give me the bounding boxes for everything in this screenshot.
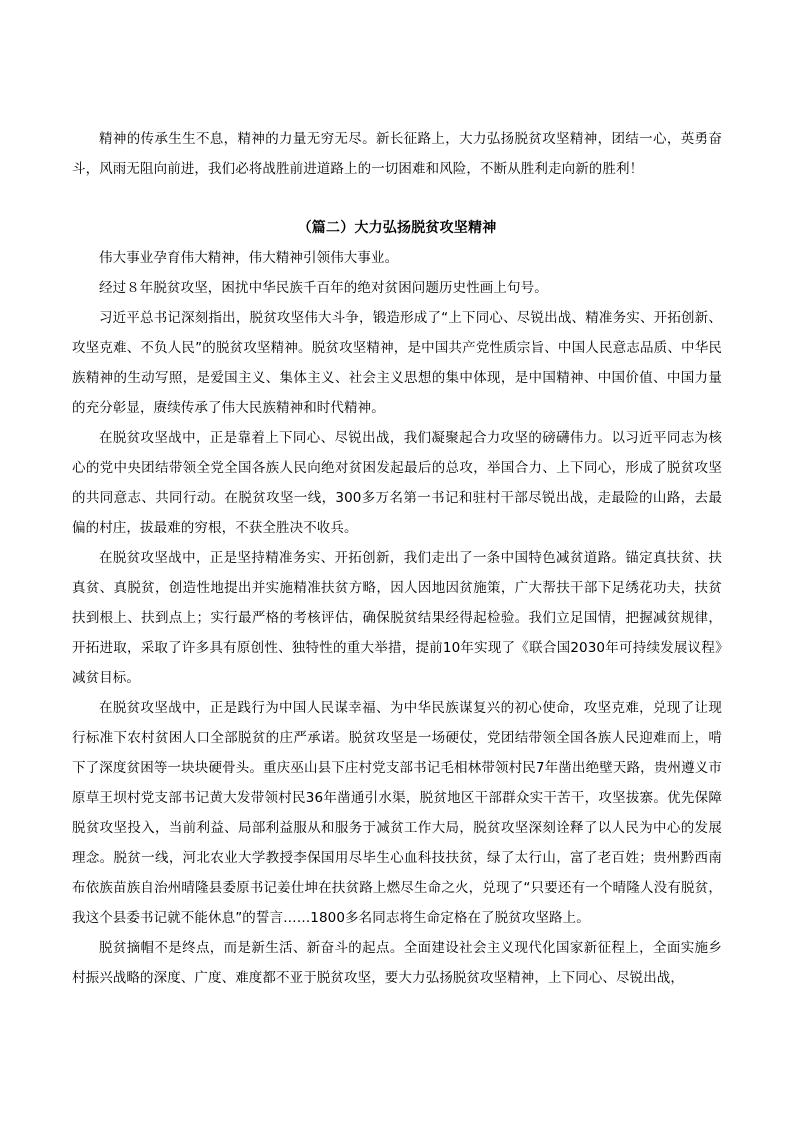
paragraph-1: 伟大事业孕育伟大精神，伟大精神引领伟大事业。 <box>99 250 399 266</box>
paragraph-4: 在脱贫攻坚战中，正是靠着上下同心、尽锐出战，我们凝聚起合力攻坚的磅礴伟力。以习近平同志为核心的党中央团结带领全党全国各族人民向绝对贫困发起最后的总攻，举国合力、上下同心，形成了脱贫攻坚的共同意志、共同行动。在脱贫攻坚一线，300多万名第一书记和驻村干部尽锐出战，走最险的山路，去最偏的村庄，拔最难的穷根，不获全胜决不收兵。 <box>72 430 722 536</box>
paragraph-7: 脱贫摘帽不是终点，而是新生活、新奋斗的起点。全面建设社会主义现代化国家新征程上，全面实施乡村振兴战略的深度、广度、难度都不亚于脱贫攻坚，要大力弘扬脱贫攻坚精神，上下同心、尽锐出战， <box>72 940 722 986</box>
paragraph-3: 习近平总书记深刻指出，脱贫攻坚伟大斗争，锻造形成了“上下同心、尽锐出战、精准务实、开拓创新、攻坚克难、不负人民”的脱贫攻坚精神。脱贫攻坚精神，是中国共产党性质宗旨、中国人民意志品质、中华民族精神的生动写照，是爱国主义、集体主义、社会主义思想的集中体现，是中国精神、中国价值、中国力量的充分彰显，赓续传承了伟大民族精神和时代精神。 <box>72 310 722 416</box>
paragraph-6: 在脱贫攻坚战中，正是践行为中国人民谋幸福、为中华民族谋复兴的初心使命，攻坚克难，兑现了让现行标准下农村贫困人口全部脱贫的庄严承诺。脱贫攻坚是一场硬仗，党团结带领全国各族人民迎难而上，啃下了深度贫困等一块块硬骨头。重庆巫山县下庄村党支部书记毛相林带领村民7年凿出绝壁天路，贵州遵义市原草王坝村党支部书记黄大发带领村民36年凿通引水渠，脱贫地区干部群众实干苦干，攻坚拔寨。优先保障脱贫攻坚投入，当前利益、局部利益服从和服务于减贫工作大局，脱贫攻坚深刻诠释了以人民为中心的发展理念。脱贫一线，河北农业大学教授李保国用尽毕生心血科技扶贫，绿了太行山，富了老百姓；贵州黔西南布依族苗族自治州晴隆县委原书记姜仕坤在扶贫路上燃尽生命之火，兑现了“只要还有一个晴隆人没有脱贫，我这个县委书记就不能休息”的誓言……1800多名同志将生命定格在了脱贫攻坚路上。 <box>72 700 722 926</box>
section-title: （篇二）大力弘扬脱贫攻坚精神 <box>297 220 497 236</box>
paragraph-5: 在脱贫攻坚战中，正是坚持精准务实、开拓创新，我们走出了一条中国特色减贫道路。锚定真扶贫、扶真贫、真脱贫，创造性地提出并实施精准扶贫方略，因人因地因贫施策，广大帮扶干部下足绣花功夫，扶贫扶到根上、扶到点上；实行最严格的考核评估，确保脱贫结果经得起检验。我们立足国情，把握减贫规律，开拓进取，采取了许多具有原创性、独特性的重大举措，提前10年实现了《联合国2030年可持续发展议程》减贫目标。 <box>72 550 722 686</box>
document-body <box>72 124 722 993</box>
paragraph-2: 经过８年脱贫攻坚，困扰中华民族千百年的绝对贫困问题历史性画上句号。 <box>99 280 548 296</box>
intro-paragraph: 精神的传承生生不息，精神的力量无穷无尽。新长征路上，大力弘扬脱贫攻坚精神，团结一心，英勇奋斗，风雨无阻向前进，我们必将战胜前进道路上的一切困难和风险，不断从胜利走向新的胜利！ <box>72 131 722 177</box>
